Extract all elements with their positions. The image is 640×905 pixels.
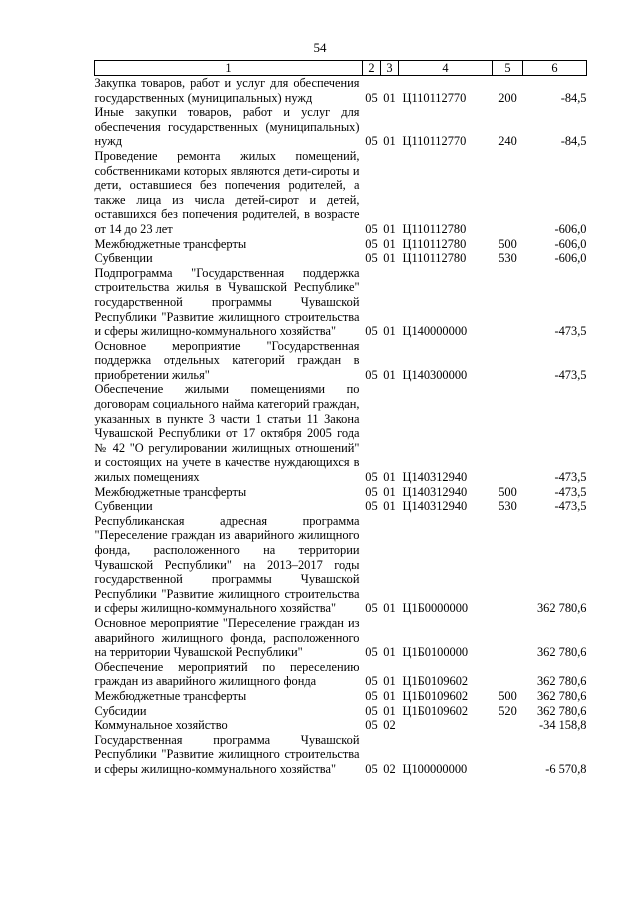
amount: -6 570,8 — [545, 761, 587, 776]
amount: 362 780,6 — [536, 688, 587, 703]
target-article-code: Ц140312940 — [402, 470, 468, 485]
target-article-code: Ц140300000 — [402, 367, 468, 382]
target-article-code: Ц140312940 — [402, 484, 468, 499]
target-article-code: Ц1Б0000000 — [402, 601, 469, 616]
expense-type-code — [493, 616, 523, 660]
section-code: 05 — [365, 324, 378, 339]
target-article-code: Ц100000000 — [402, 761, 468, 776]
table-row — [95, 149, 587, 237]
row-name: Подпрограмма "Государственная поддержка строительства жилья в Чувашской Республике" государственной программы Чувашской Республики "Развитие жилищного строительства и сферы жилищно-коммунального хозяйства" — [94, 265, 360, 339]
target-article-code: Ц110112780 — [402, 251, 467, 266]
amount: -473,5 — [554, 470, 587, 485]
expense-type-code — [493, 514, 523, 616]
table-row — [95, 704, 587, 719]
table-row — [95, 485, 587, 500]
section-code: 05 — [365, 674, 378, 689]
subsection-code: 01 — [383, 251, 396, 266]
subsection-code: 01 — [383, 484, 396, 499]
row-name: Субвенции — [94, 499, 153, 514]
target-article-code: Ц110112780 — [402, 236, 467, 251]
subsection-code: 01 — [383, 703, 396, 718]
table-row — [95, 237, 587, 252]
target-article-code: Ц140312940 — [402, 499, 468, 514]
expense-type-code — [493, 149, 523, 237]
section-code: 05 — [365, 470, 378, 485]
expense-type-code: 200 — [498, 90, 517, 105]
amount: 362 780,6 — [536, 601, 587, 616]
table-row — [95, 616, 587, 660]
amount: -34 158,8 — [539, 718, 587, 733]
row-name: Межбюджетные трансферты — [94, 688, 247, 703]
table-body — [95, 76, 587, 777]
subsection-code: 01 — [383, 674, 396, 689]
amount: 362 780,6 — [536, 703, 587, 718]
expense-type-code — [493, 733, 523, 777]
row-name: Основное мероприятие "Государственная поддержка отдельных категорий граждан в приобретении жилья" — [94, 338, 360, 382]
section-code: 05 — [365, 645, 378, 660]
expense-type-code: 530 — [498, 251, 517, 266]
row-name: Республиканская адресная программа "Переселение граждан из аварийного жилищного фонда, расположенного на территории Чувашской Республики" на 2013–2017 годы государственной программы Чувашской Республики "Развитие жилищного строительства и сферы жилищно-коммунального хозяйства" — [94, 513, 360, 616]
row-name: Коммунальное хозяйство — [94, 718, 228, 733]
subsection-code: 02 — [383, 718, 396, 733]
table-row — [95, 76, 587, 106]
subsection-code: 01 — [383, 645, 396, 660]
target-article-code: Ц110112770 — [402, 90, 467, 105]
section-code: 05 — [365, 236, 378, 251]
budget-table — [94, 60, 587, 777]
expense-type-code — [493, 266, 523, 339]
amount: -473,5 — [554, 367, 587, 382]
expense-type-code — [493, 718, 523, 733]
row-name: Проведение ремонта жилых помещений, собственниками которых являются дети-сироты и дети, оставшиеся без попечения родителей, а также лица из числа детей-сирот и детей, оставшихся без попечения родителей, в возрасте от 14 до 23 лет — [94, 148, 360, 236]
amount: -473,5 — [554, 499, 587, 514]
column-header: 5 — [493, 61, 523, 76]
row-name: Иные закупки товаров, работ и услуг для обеспечения государственных (муниципальных) нужд — [94, 105, 360, 149]
column-header: 6 — [523, 61, 587, 76]
section-code: 05 — [365, 761, 378, 776]
target-article-code — [399, 718, 493, 733]
subsection-code: 01 — [383, 236, 396, 251]
amount: -606,0 — [554, 221, 587, 236]
table-row — [95, 499, 587, 514]
section-code: 05 — [365, 688, 378, 703]
column-header: 3 — [381, 61, 399, 76]
amount: 362 780,6 — [536, 645, 587, 660]
row-name: Субсидии — [94, 703, 147, 718]
subsection-code: 01 — [383, 221, 396, 236]
table-row — [95, 718, 587, 733]
column-header: 4 — [399, 61, 493, 76]
subsection-code: 01 — [383, 688, 396, 703]
row-name: Субвенции — [94, 251, 153, 266]
section-code: 05 — [365, 134, 378, 149]
amount: -84,5 — [560, 90, 587, 105]
target-article-code: Ц110112780 — [402, 221, 467, 236]
amount: -606,0 — [554, 251, 587, 266]
row-name: Обеспечение жилыми помещениями по договорам социального найма категорий граждан, указанных в пункте 3 части 1 статьи 11 Закона Чувашской Республики от 17 октября 2005 года № 42 "О регулировании жилищных отношений" и состоящих на учете в качестве нуждающихся в жилых помещениях — [94, 382, 360, 485]
table-row — [95, 105, 587, 149]
section-code: 05 — [365, 90, 378, 105]
target-article-code: Ц140000000 — [402, 324, 468, 339]
row-name: Основное мероприятие "Переселение граждан из аварийного жилищного фонда, расположенного на территории Чувашской Республики" — [94, 615, 360, 660]
subsection-code: 01 — [383, 324, 396, 339]
subsection-code: 01 — [383, 499, 396, 514]
expense-type-code: 520 — [498, 703, 517, 718]
target-article-code: Ц1Б0109602 — [402, 674, 469, 689]
subsection-code: 01 — [383, 367, 396, 382]
table-row — [95, 689, 587, 704]
section-code: 05 — [365, 221, 378, 236]
section-code: 05 — [365, 703, 378, 718]
column-header: 2 — [363, 61, 381, 76]
expense-type-code — [493, 339, 523, 383]
target-article-code: Ц1Б0100000 — [402, 645, 469, 660]
amount: -606,0 — [554, 236, 587, 251]
subsection-code: 02 — [383, 761, 396, 776]
table-row — [95, 660, 587, 689]
table-row — [95, 514, 587, 616]
section-code: 05 — [365, 601, 378, 616]
row-name: Закупка товаров, работ и услуг для обеспечения государственных (муниципальных) нужд — [94, 76, 360, 105]
target-article-code: Ц1Б0109602 — [402, 703, 469, 718]
amount: 362 780,6 — [536, 674, 587, 689]
table-row — [95, 339, 587, 383]
expense-type-code: 500 — [498, 484, 517, 499]
column-header: 1 — [95, 61, 363, 76]
table-row — [95, 382, 587, 484]
section-code: 05 — [365, 718, 378, 733]
page-number: 54 — [313, 40, 327, 55]
amount: -84,5 — [560, 134, 587, 149]
table-header-row — [95, 61, 587, 76]
section-code: 05 — [365, 367, 378, 382]
row-name: Межбюджетные трансферты — [94, 236, 247, 251]
expense-type-code: 500 — [498, 688, 517, 703]
amount: -473,5 — [554, 484, 587, 499]
section-code: 05 — [365, 251, 378, 266]
table-row — [95, 733, 587, 777]
row-name: Обеспечение мероприятий по переселению граждан из аварийного жилищного фонда — [94, 659, 360, 689]
section-code: 05 — [365, 499, 378, 514]
expense-type-code: 500 — [498, 236, 517, 251]
section-code: 05 — [365, 484, 378, 499]
expense-type-code — [493, 382, 523, 484]
expense-type-code: 240 — [498, 134, 517, 149]
amount: -473,5 — [554, 324, 587, 339]
row-name: Государственная программа Чувашской Республики "Развитие жилищного строительства и сферы жилищно-коммунального хозяйства" — [94, 732, 360, 776]
expense-type-code — [493, 660, 523, 689]
row-name: Межбюджетные трансферты — [94, 484, 247, 499]
subsection-code: 01 — [383, 470, 396, 485]
table-row — [95, 266, 587, 339]
subsection-code: 01 — [383, 134, 396, 149]
target-article-code: Ц1Б0109602 — [402, 688, 469, 703]
subsection-code: 01 — [383, 601, 396, 616]
expense-type-code: 530 — [498, 499, 517, 514]
table-row — [95, 251, 587, 266]
subsection-code: 01 — [383, 90, 396, 105]
target-article-code: Ц110112770 — [402, 134, 467, 149]
